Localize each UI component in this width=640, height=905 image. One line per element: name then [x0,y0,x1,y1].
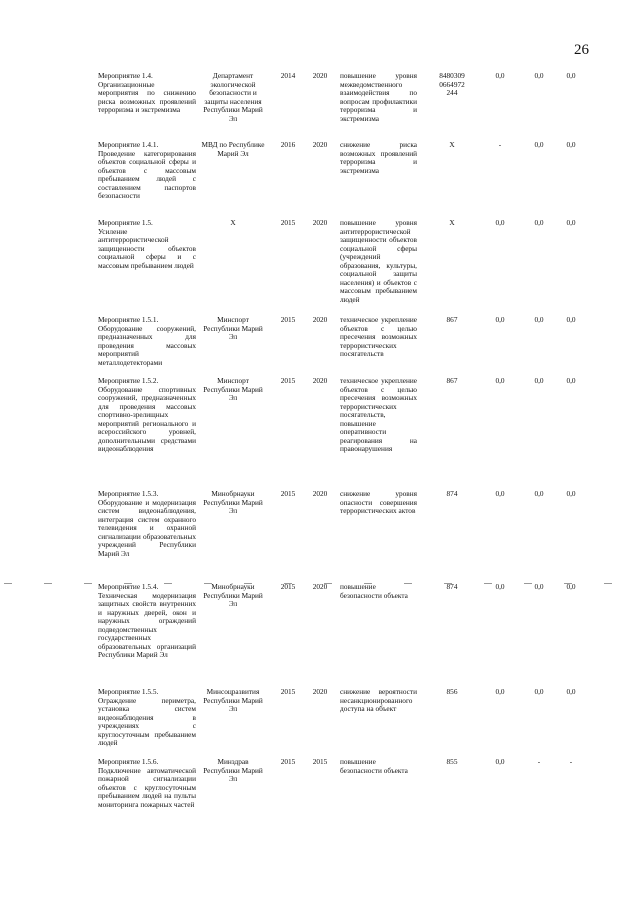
page-number: 26 [574,42,589,58]
measure-title: Мероприятие 1.5. [98,218,153,227]
executor-cell: Минспорт Республики Марий Эл [203,376,263,402]
measure-name-cell [98,688,196,748]
end-year-cell: 2020 [312,582,328,591]
funding-2015-cell: 0,0 [534,687,544,696]
measure-name-cell [98,490,196,558]
executor-cell: Х [230,218,236,227]
funding-2015-cell: 0,0 [534,376,544,385]
start-year-cell: 2015 [280,218,296,227]
executor-cell: МВД по Республике Марий Эл [201,140,265,158]
measure-title: Мероприятие 1.4. [98,71,153,80]
measure-name-cell [98,72,196,115]
measure-title: Мероприятие 1.5.1. [98,315,159,324]
executor-cell: Минсоцразвития Республики Марий Эл [203,687,263,713]
funding-2016-cell: 0,0 [566,687,576,696]
funding-2016-cell: 0,0 [566,489,576,498]
executor-cell: Департамент экологической безопасности и защиты населения Республики Марий Эл [203,71,263,123]
funding-2016-cell: 0,0 [566,582,576,591]
budget-code-line: 244 [446,88,458,97]
funding-2015-cell: 0,0 [534,140,544,149]
measure-title: Мероприятие 1.5.4. [98,582,159,591]
budget-code-cell [428,219,476,228]
scan-dash [484,583,492,584]
executor-cell: Минобрнауки Республики Марий Эл [203,489,263,515]
start-year-cell: 2014 [280,71,296,80]
measure-description: Техническая модернизация защитных свойств внутренних и наружных дверей, окон и наружных ограждений подведомственных государственных образовательных организаций Республики Марий Эл [98,590,196,659]
funding-2016-cell: 0,0 [566,218,576,227]
funding-2016-cell: 0,0 [566,315,576,324]
budget-code-line: Х [449,140,455,149]
measure-name-cell [98,583,196,660]
measure-description: Подключение автоматической пожарной сигнализации объектов с круглосуточным пребыванием людей на пульты мониторинга пожарных частей [98,765,196,809]
expected-result-cell: снижение уровня опасности совершения террористических актов [340,489,417,515]
measure-description: Ограждение периметра, установка систем видеонаблюдения в учреждениях с круглосуточным пребыванием людей [98,695,196,747]
funding-2014-cell: - [498,140,502,149]
start-year-cell: 2015 [280,687,296,696]
measure-description: Проведение категорирования объектов социальной сферы и объектов с массовым пребыванием людей с составлением паспортов безопасности [98,148,196,200]
scan-dash [404,583,412,584]
funding-2015-cell: 0,0 [534,315,544,324]
expected-result-cell: повышение уровня антитеррористической защищенности объектов социальной сферы (учреждений образования, культуры, социальной защиты населения) и объектов с массовым пребыванием людей [340,218,417,304]
scan-dash [364,583,372,584]
budget-code-line: 867 [446,376,458,385]
end-year-cell: 2020 [312,489,328,498]
funding-2014-cell: 0,0 [495,71,505,80]
funding-2015-cell: 0,0 [534,582,544,591]
scan-dash [84,583,92,584]
scan-dash [124,583,132,584]
funding-2015-cell: - [537,757,541,766]
scan-dash [524,583,532,584]
budget-code-line: 874 [446,489,458,498]
scan-dash [284,583,292,584]
start-year-cell: 2015 [280,582,296,591]
measure-name-cell [98,316,196,367]
expected-result-cell: повышение безопасности объекта [340,757,408,775]
expected-result-cell: снижение риска возможных проявлений терроризма и экстремизма [340,140,417,175]
scan-dash [204,583,212,584]
scan-dash [564,583,572,584]
start-year-cell: 2016 [280,140,296,149]
start-year-cell: 2015 [280,315,296,324]
measure-description: Оборудование спортивных сооружений, предназначенных для проведения массовых спортивно-зрелищных мероприятий регионального и всероссийского уровней, дополнительными средствами видеонаблюдения [98,384,196,453]
measure-title: Мероприятие 1.5.2. [98,376,159,385]
scan-dash [324,583,332,584]
budget-code-line: 0664972 [439,79,465,89]
funding-2014-cell: 0,0 [495,489,505,498]
measure-description: Оборудование сооружений, предназначенных для проведения массовых мероприятий металлодетекторами [98,323,196,367]
budget-code-line: 855 [446,757,458,766]
funding-2014-cell: 0,0 [495,582,505,591]
expected-result-cell: повышение уровня межведомственного взаимодействия по вопросам профилактики терроризма и экстремизма [340,71,417,123]
funding-2014-cell: 0,0 [495,757,505,766]
budget-code-cell [428,490,476,499]
executor-cell: Минобрнауки Республики Марий Эл [203,582,263,608]
measure-description: Усиление антитеррористической защищенности объектов социальной сферы и с массовым пребыванием людей [98,226,196,270]
funding-2015-cell: 0,0 [534,489,544,498]
scan-dash [244,583,252,584]
measure-name-cell [98,377,196,454]
budget-code-cell [428,377,476,386]
measure-title: Мероприятие 1.4.1. [98,140,159,149]
expected-result-cell: повышение безопасности объекта [340,582,408,600]
budget-code-cell [428,72,476,98]
expected-result-cell: снижение вероятности несанкционированного доступа на объект [340,687,417,713]
start-year-cell: 2015 [280,376,296,385]
budget-code-line: 874 [446,582,458,591]
budget-code-line: 867 [446,315,458,324]
measure-title: Мероприятие 1.5.3. [98,489,159,498]
end-year-cell: 2020 [312,376,328,385]
budget-code-cell [428,688,476,697]
end-year-cell: 2015 [312,757,328,766]
start-year-cell: 2015 [280,489,296,498]
budget-code-cell [428,141,476,150]
measure-title: Мероприятие 1.5.6. [98,757,159,766]
scan-dash [44,583,52,584]
funding-2015-cell: 0,0 [534,71,544,80]
expected-result-cell: техническое укрепление объектов с целью пресечения возможных террористических посягательств [340,315,417,358]
funding-2014-cell: 0,0 [495,687,505,696]
funding-2016-cell: - [569,757,573,766]
expected-result-cell: техническое укрепление объектов с целью пресечения возможных террористических посягательств, повышение оперативности реагирования на правонарушения [340,376,417,453]
funding-2016-cell: 0,0 [566,140,576,149]
budget-code-cell [428,316,476,325]
end-year-cell: 2020 [312,315,328,324]
start-year-cell: 2015 [280,757,296,766]
measure-name-cell [98,141,196,201]
measure-title: Мероприятие 1.5.5. [98,687,159,696]
funding-2014-cell: 0,0 [495,376,505,385]
funding-2016-cell: 0,0 [566,376,576,385]
end-year-cell: 2020 [312,140,328,149]
measure-name-cell [98,758,196,809]
executor-cell: Минздрав Республики Марий Эл [203,757,263,783]
funding-2015-cell: 0,0 [534,218,544,227]
executor-cell: Минспорт Республики Марий Эл [203,315,263,341]
measure-name-cell [98,219,196,270]
end-year-cell: 2020 [312,71,328,80]
budget-code-cell [428,758,476,767]
scan-dash [444,583,452,584]
measure-description: Оборудование и модернизация систем видеонаблюдения, интеграция систем охранного телевидения и охранной сигнализации образовательных учреждений Республики Марий Эл [98,497,196,558]
budget-code-line: 856 [446,687,458,696]
scan-dash [604,583,612,584]
funding-2014-cell: 0,0 [495,218,505,227]
scan-dash [164,583,172,584]
funding-2014-cell: 0,0 [495,315,505,324]
budget-code-line: Х [449,218,455,227]
end-year-cell: 2020 [312,687,328,696]
measure-description: Организационные мероприятия по снижению риска возможных проявлений терроризма и экстремизма [98,79,196,114]
funding-2016-cell: 0,0 [566,71,576,80]
budget-code-line: 8480309 [439,71,465,80]
scan-dash-line [0,583,640,589]
scan-dash [4,583,12,584]
end-year-cell: 2020 [312,218,328,227]
